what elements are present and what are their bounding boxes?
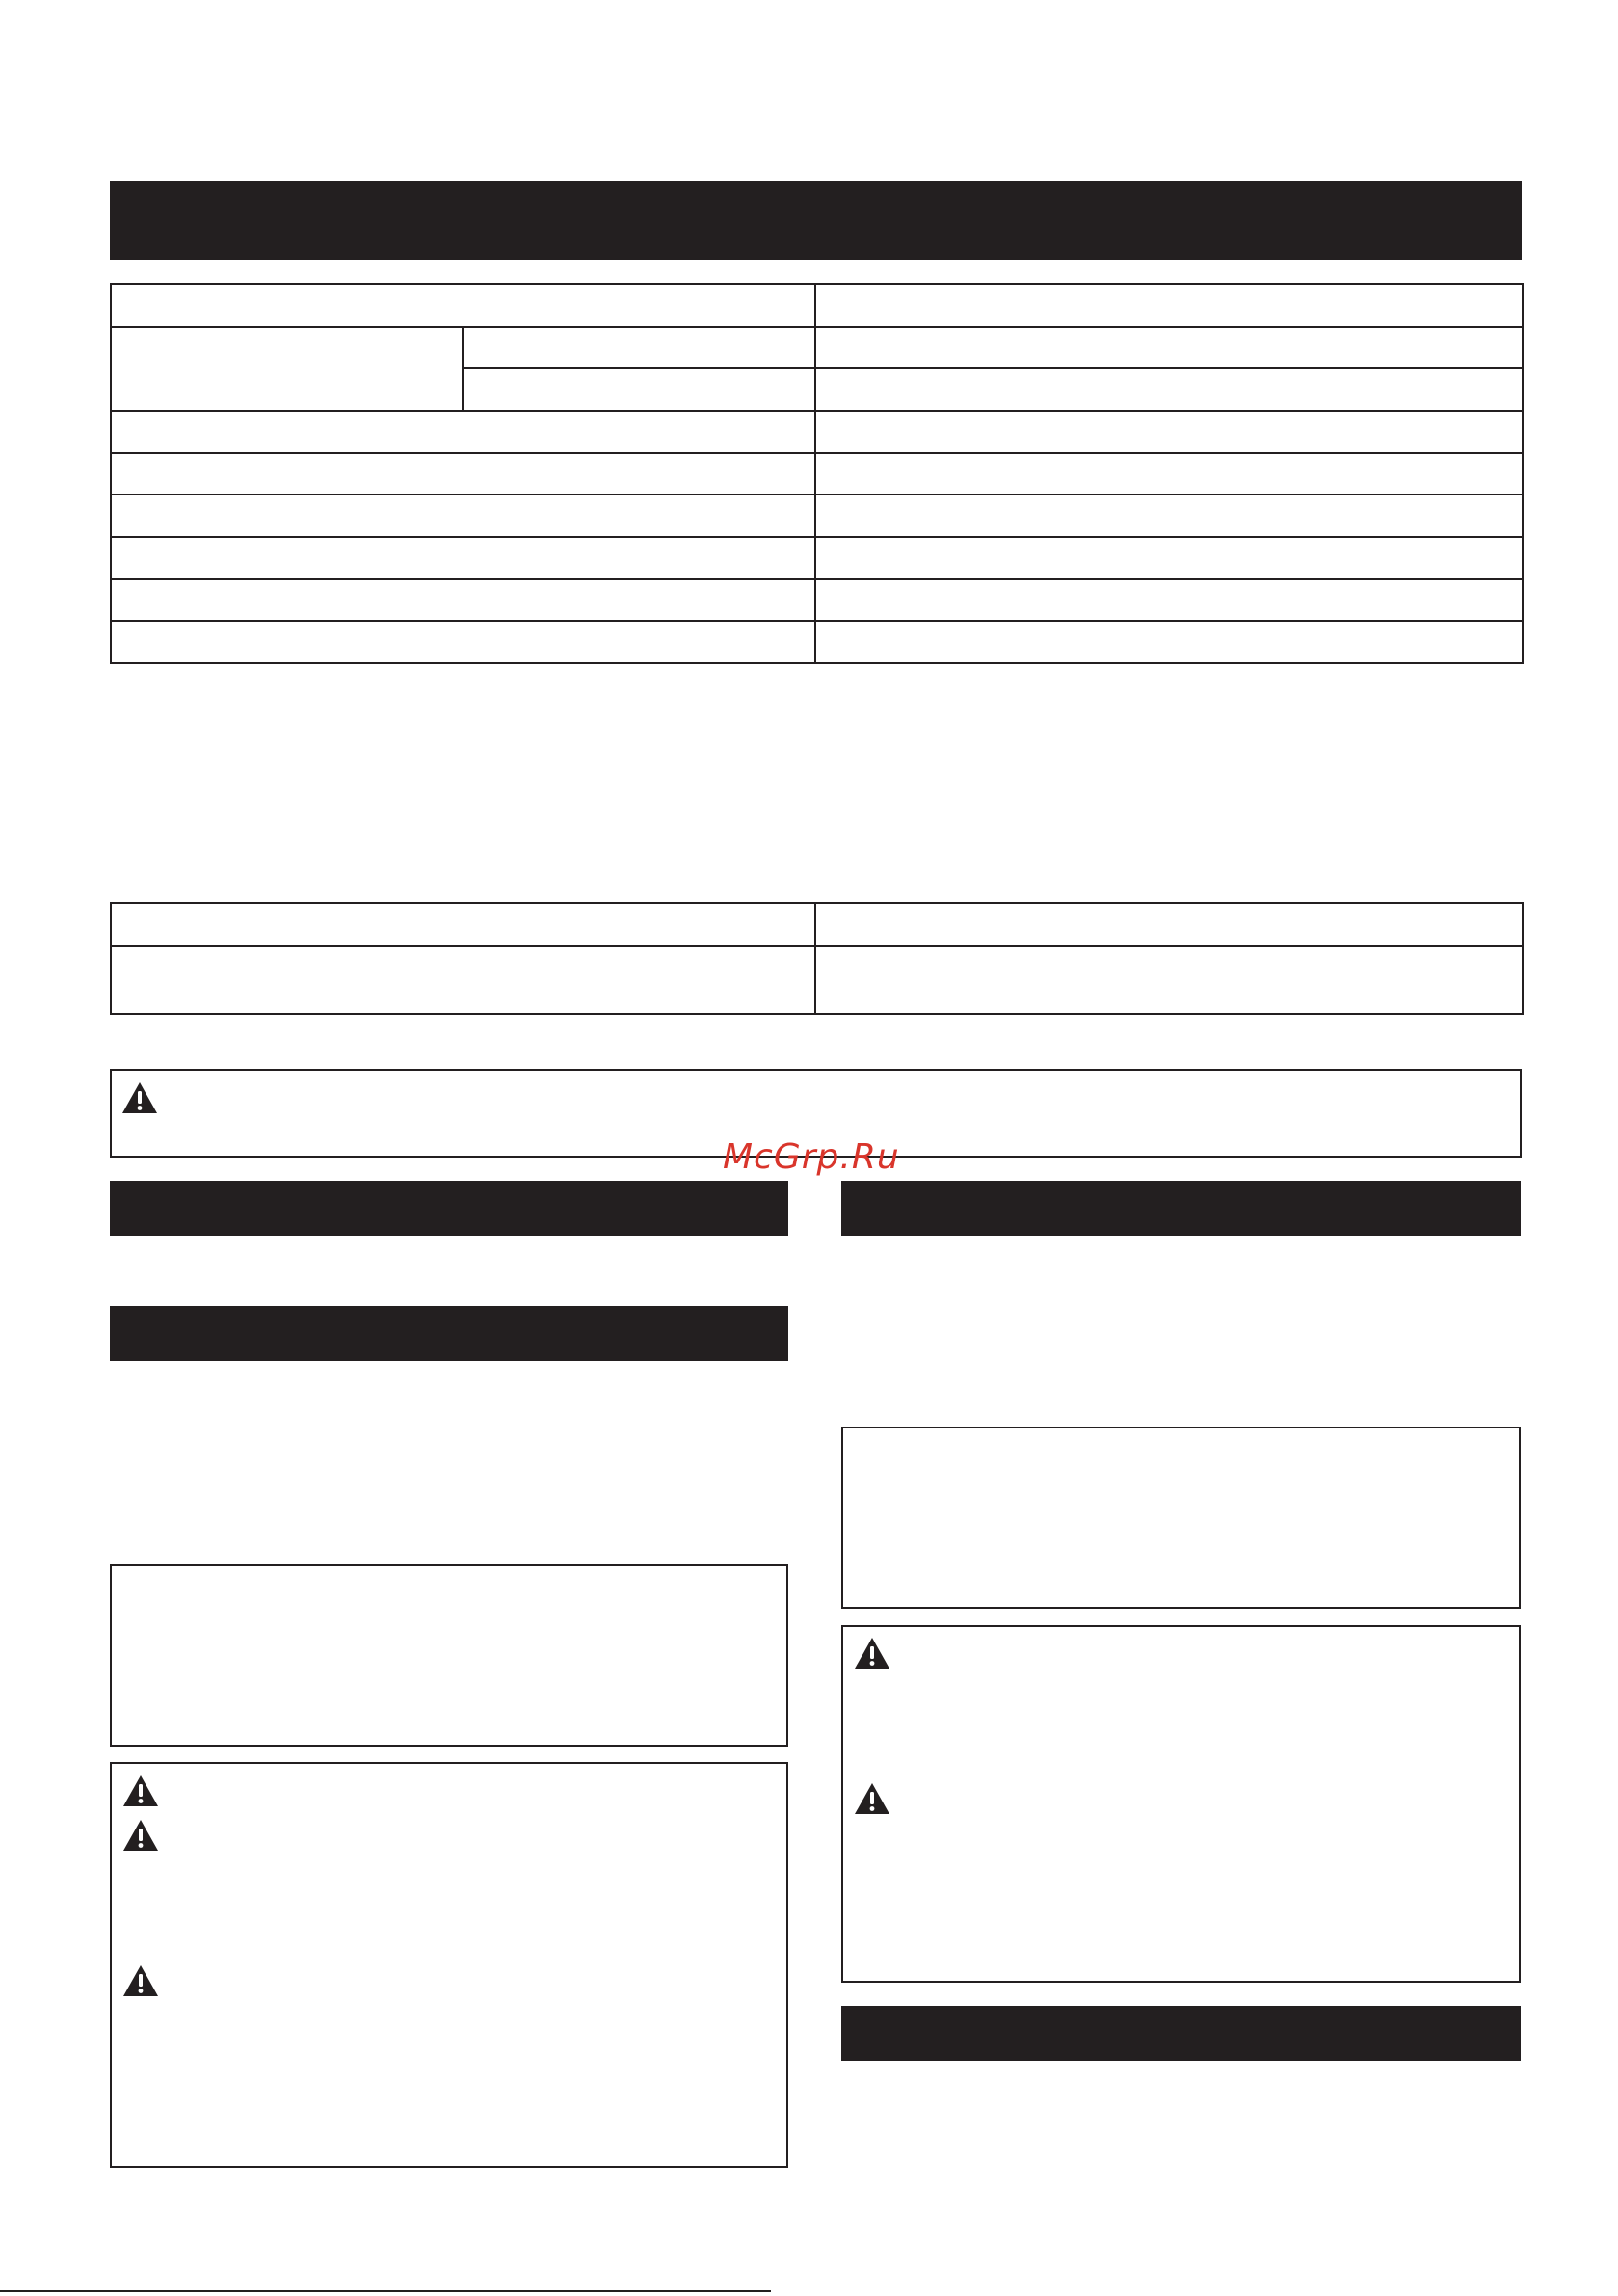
specification-table [110,283,1524,664]
warning-triangle-icon [854,1782,890,1815]
warning-triangle-icon [122,1775,159,1807]
table-row [111,411,1523,453]
page-header-bar [110,181,1522,260]
right-lower-section-header-bar [841,2006,1521,2061]
table-row [111,946,1523,1014]
table-row [111,284,1523,327]
table-row [111,621,1523,663]
spec-sublabel-cell [463,327,815,369]
warning-triangle-icon [121,1081,158,1114]
table-row [111,327,1523,369]
spec-label-cell [111,411,815,453]
left-note-box [110,1564,788,1747]
right-note-box [841,1427,1521,1609]
spec-sublabel-cell [463,368,815,411]
left-subsection-header-bar [110,1306,788,1361]
spec-value-cell [815,453,1523,495]
spec-value-cell [815,327,1523,369]
spec-label-cell [111,621,815,663]
spec-value-cell [815,621,1523,663]
spec-value-cell [815,579,1523,622]
table-row [111,579,1523,622]
spec-label-cell [111,453,815,495]
table-value-cell [815,946,1523,1014]
spec-value-cell [815,368,1523,411]
spec-label-cell [111,494,815,537]
table-label-cell [111,946,815,1014]
right-section-header-bar [841,1181,1521,1236]
left-section-header-bar [110,1181,788,1236]
spec-value-cell [815,537,1523,579]
spec-value-cell [815,284,1523,327]
spec-label-cell [111,537,815,579]
secondary-table [110,902,1524,1015]
warning-triangle-icon [854,1637,890,1669]
spec-label-cell [111,327,463,411]
left-warning-box [110,1762,788,2168]
table-row [111,903,1523,946]
spec-label-cell [111,579,815,622]
table-row [111,537,1523,579]
spec-label-cell [111,284,815,327]
table-row [111,453,1523,495]
warning-triangle-icon [122,1964,159,1997]
right-warning-box [841,1625,1521,1983]
warning-triangle-icon [122,1819,159,1852]
spec-value-cell [815,411,1523,453]
table-label-cell [111,903,815,946]
watermark-text: McGrp.Ru [723,1137,900,1177]
spec-value-cell [815,494,1523,537]
table-value-cell [815,903,1523,946]
table-row [111,494,1523,537]
footer-rule [0,2290,771,2292]
